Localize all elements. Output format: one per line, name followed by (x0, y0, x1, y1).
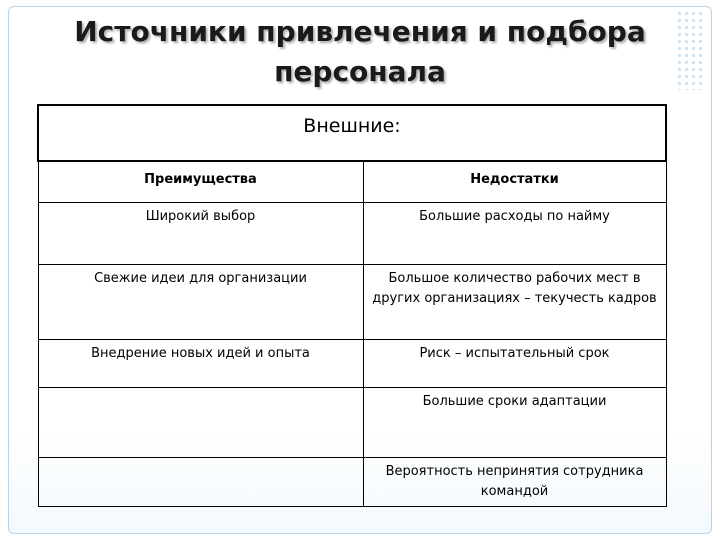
table-cell: Внедрение новых идей и опыта (38, 340, 363, 388)
table-cell: Большое количество рабочих мест в других организациях – текучесть кадров (363, 265, 666, 340)
table-cell (38, 458, 363, 507)
table-cell: Широкий выбор (38, 203, 363, 265)
sources-table (37, 104, 667, 507)
column-header-disadvantages: Недостатки (363, 161, 666, 203)
table-cell: Большие сроки адаптации (363, 388, 666, 458)
table-row (38, 203, 666, 265)
table-cell (38, 388, 363, 458)
table-row (38, 458, 666, 507)
table-row (38, 265, 666, 340)
table-cell: Большие расходы по найму (363, 203, 666, 265)
table-row (38, 340, 666, 388)
title-line-2: персонала (274, 55, 446, 88)
column-header-advantages: Преимущества (38, 161, 363, 203)
table-cell: Вероятность непринятия сотрудника командой (363, 458, 666, 507)
table-cell: Свежие идеи для организации (38, 265, 363, 340)
table-row (38, 388, 666, 458)
table-header: Внешние: (38, 105, 666, 161)
title-line-1: Источники привлечения и подбора (74, 15, 646, 48)
slide-title (0, 12, 720, 92)
table-cell: Риск – испытательный срок (363, 340, 666, 388)
